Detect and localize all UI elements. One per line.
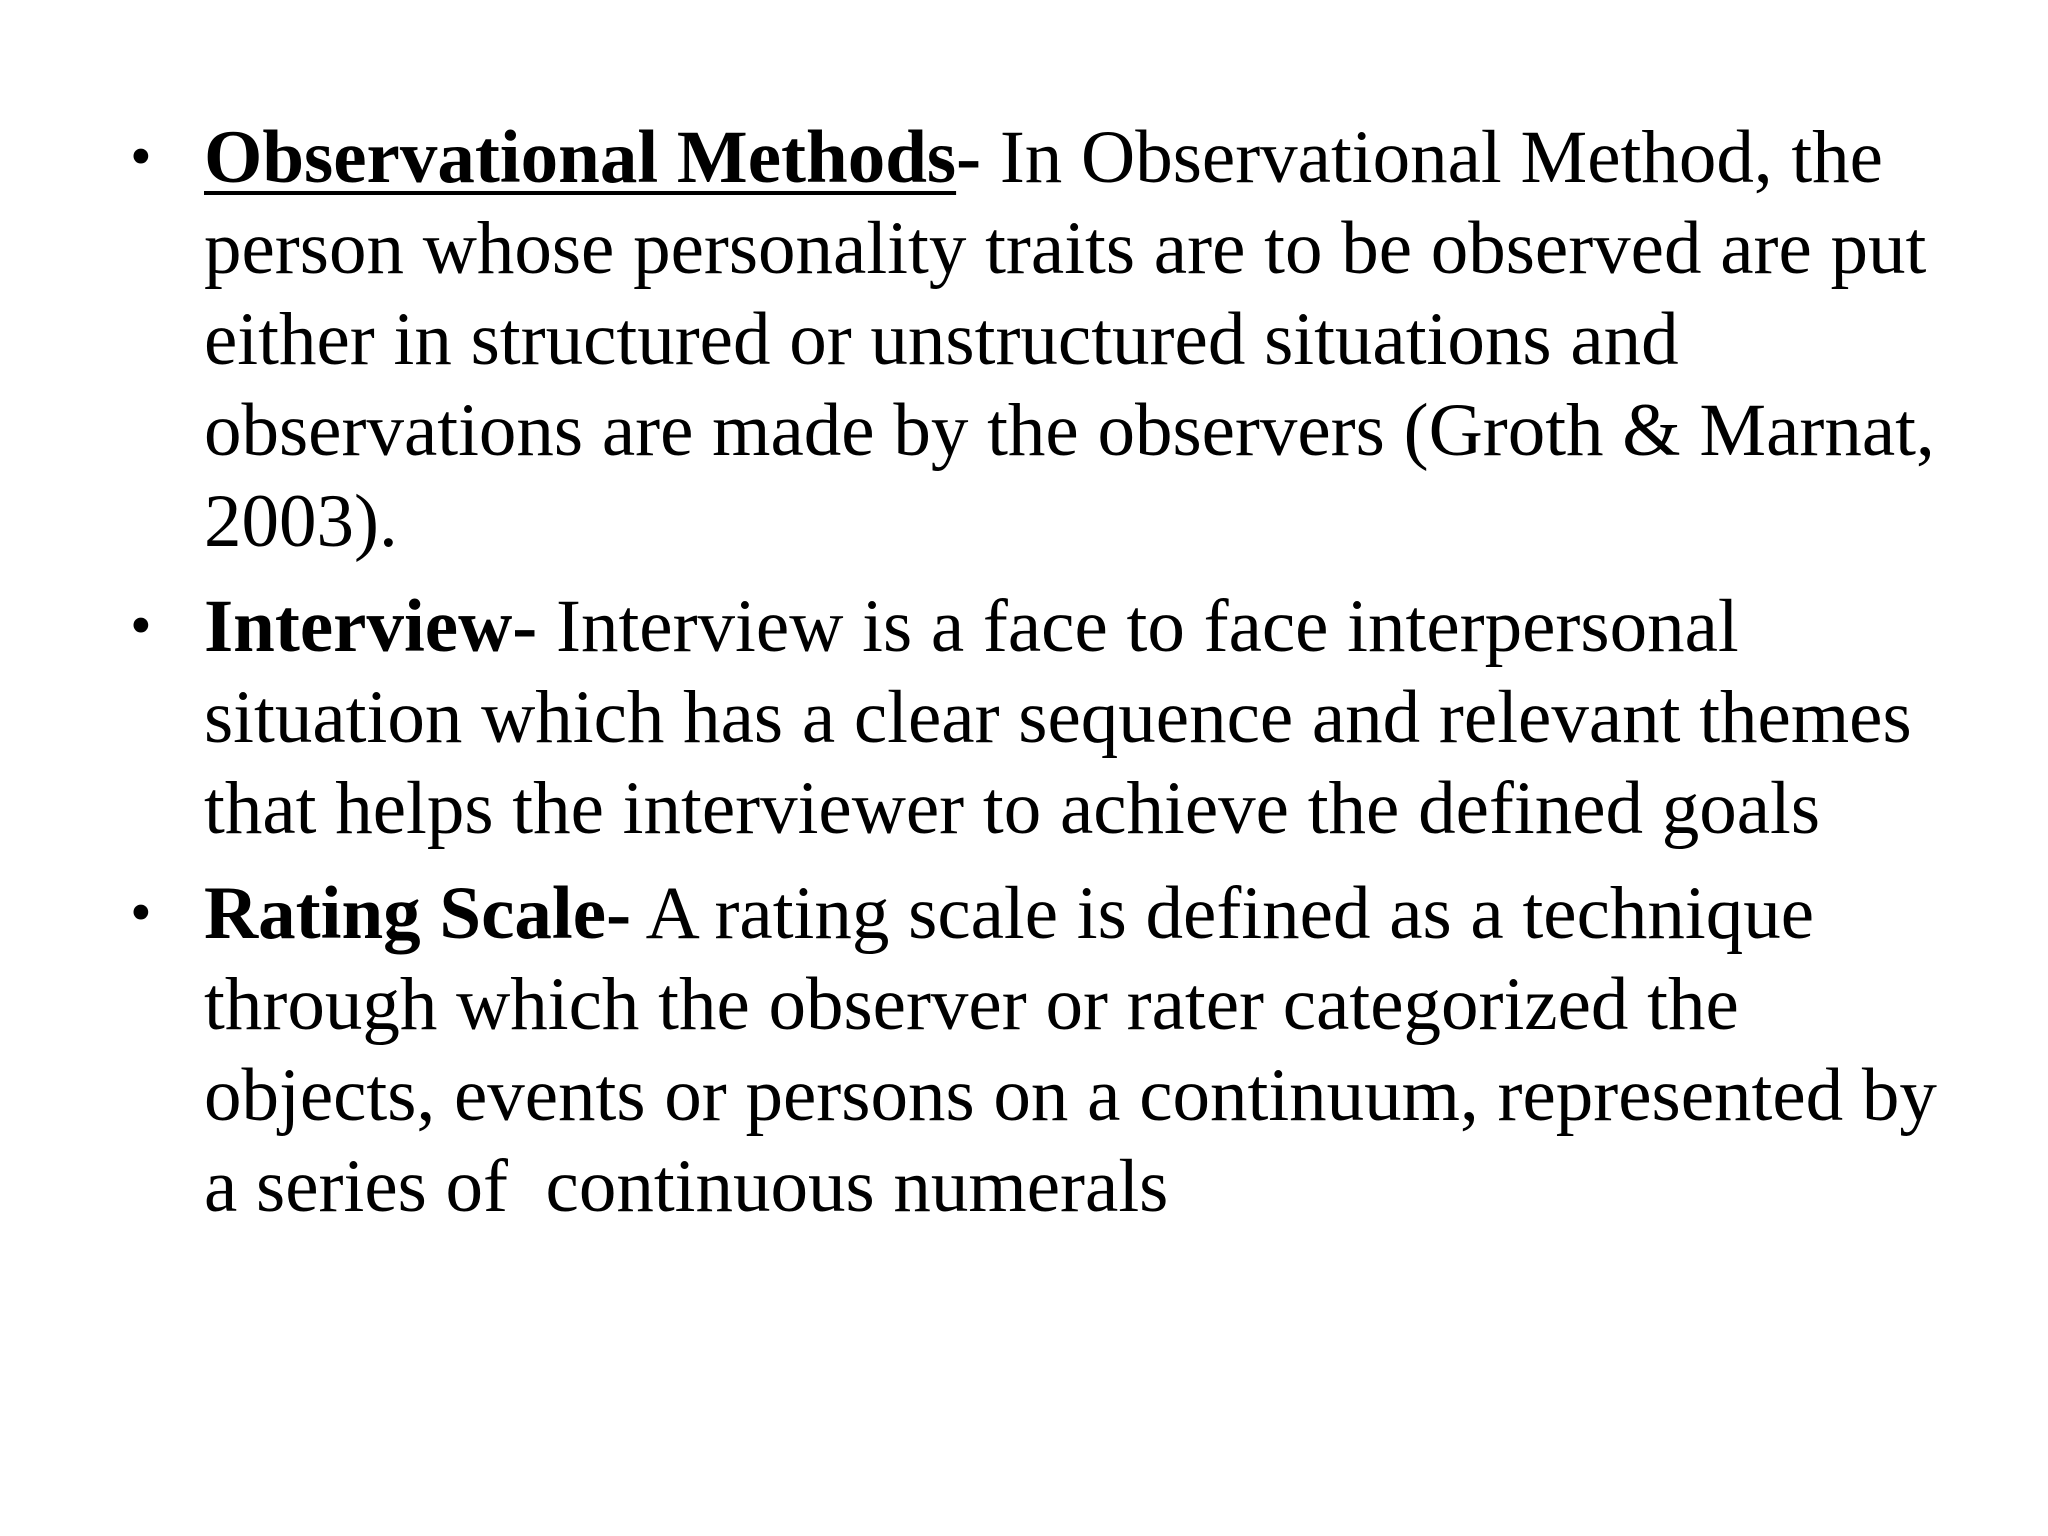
term-heading [204, 585, 537, 668]
term-heading [204, 872, 631, 955]
term-description: A rating scale is defined as a technique through which the observer or rater categorized the objects, events or persons on a continuum, represented by a series of continuous numerals [204, 872, 1956, 1228]
term-separator: - [606, 872, 632, 955]
term-description: Interview is a face to face interpersonal situation which has a clear sequence and relevant themes that helps the interviewer to achieve the defined goals [204, 585, 1931, 850]
bullet-item-observational-methods [122, 112, 1982, 567]
term-name: Rating Scale [204, 872, 607, 955]
term-separator: - [956, 116, 982, 199]
bullet-list [122, 112, 1982, 1246]
bullet-item-interview [122, 581, 1982, 854]
term-description: In Observational Method, the person whose personality traits are to be observed are put either in structured or unstructured situations and observations are made by the observers (Groth & Marnat, 2003). [204, 116, 1954, 563]
bullet-icon: • [130, 123, 152, 191]
term-separator: - [512, 585, 538, 668]
term-name: Observational Methods [204, 116, 957, 199]
term-heading [204, 116, 981, 199]
term-name: Interview [204, 585, 513, 668]
bullet-item-rating-scale [122, 868, 1982, 1232]
bullet-icon: • [130, 592, 152, 660]
bullet-icon: • [130, 879, 152, 947]
